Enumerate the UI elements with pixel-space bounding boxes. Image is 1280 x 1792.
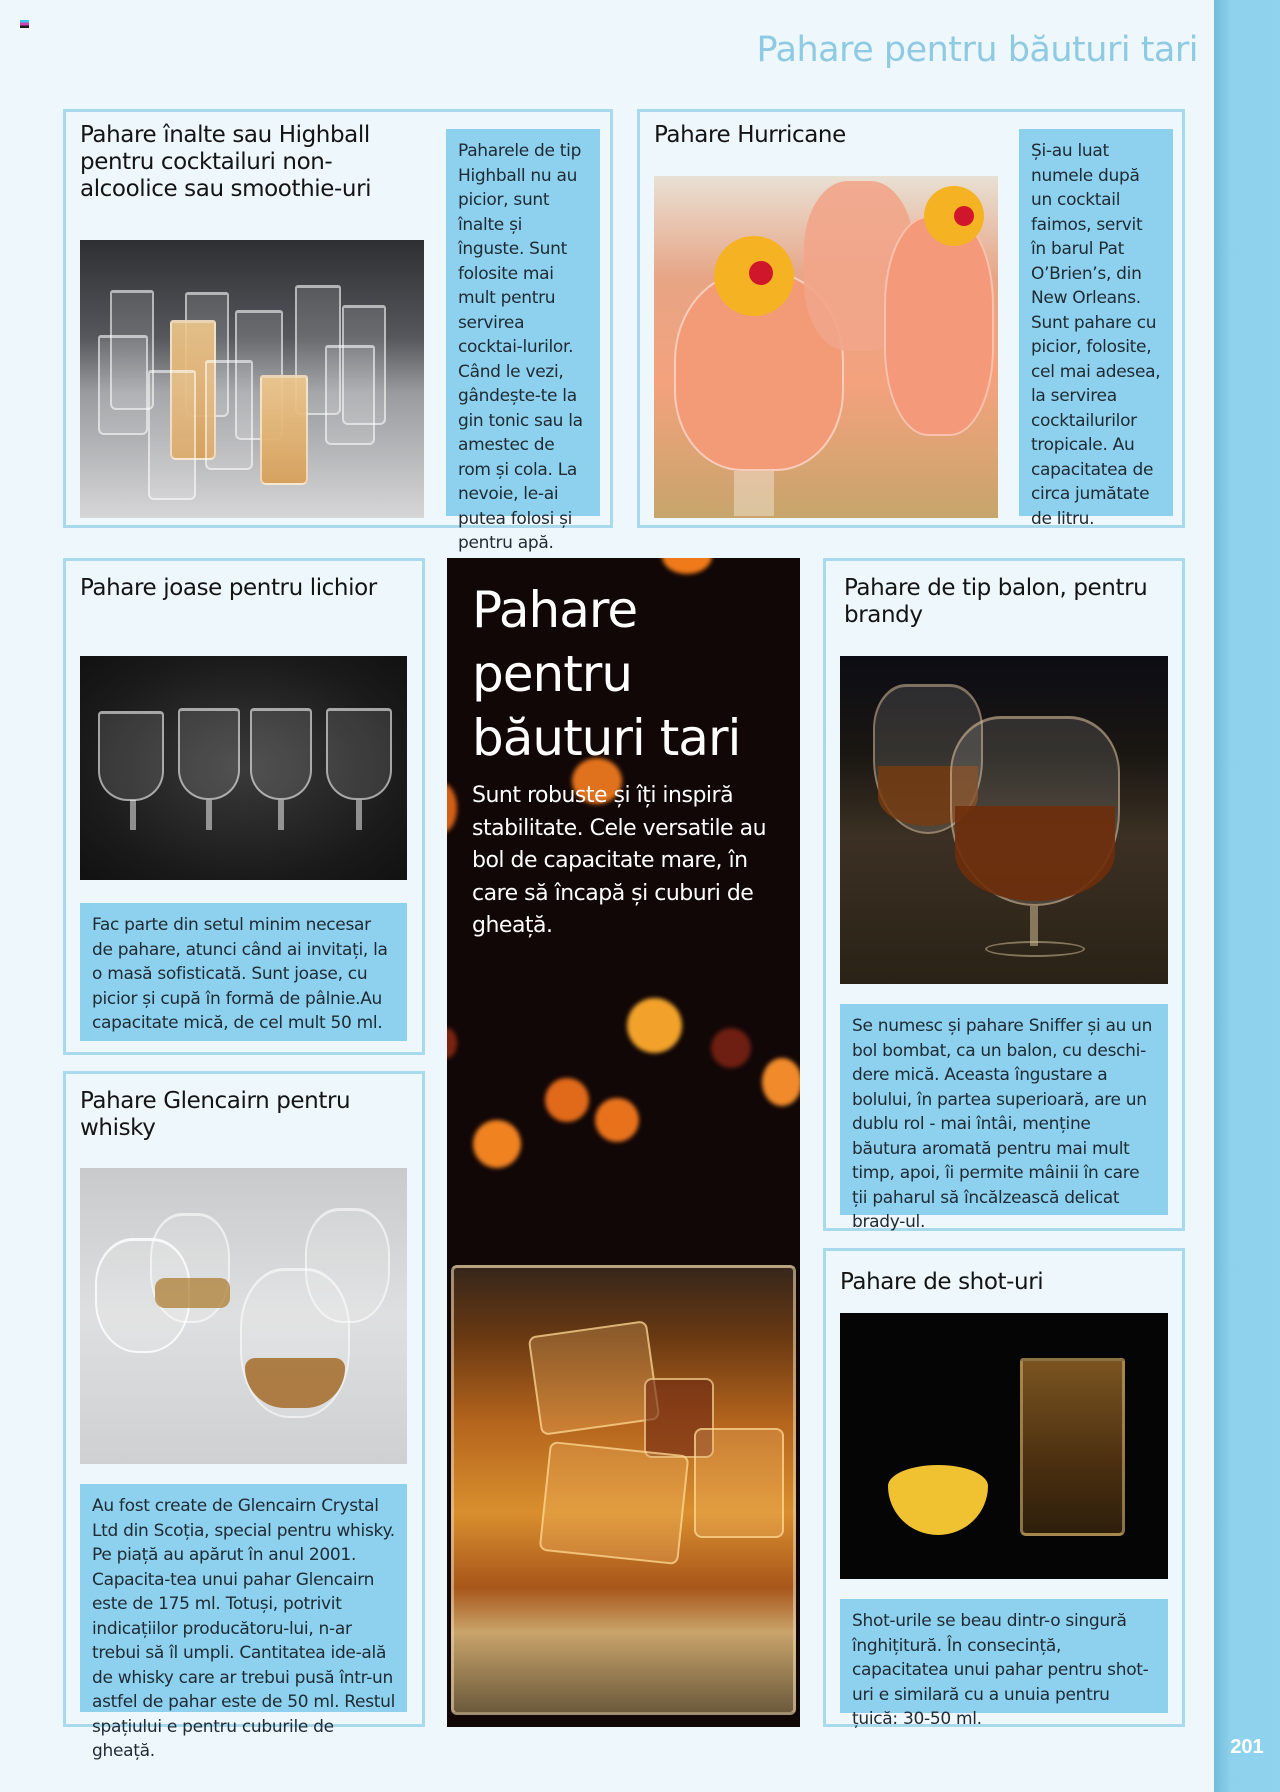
side-color-bar <box>1214 0 1280 1792</box>
card-hurricane <box>637 109 1185 528</box>
card-description: Fac parte din setul minim necesar de pahare, atunci când ai invitați, la o masă sofisticată. Sunt joase, cu picior și cupă în formă de pâlnie.Au capacitate mică, de cel mult 50 ml. <box>80 903 407 1041</box>
print-registration-mark <box>20 20 29 28</box>
card-shot <box>823 1248 1185 1727</box>
feature-text: Sunt robuste și îți inspiră stabilitate. Cele versatile au bol de capacitate mare, în care să încapă și cuburi de gheață. <box>472 783 767 938</box>
shot-glass-lemon-photo <box>840 1313 1168 1579</box>
card-description: Au fost create de Glencairn Crystal Ltd din Scoția, special pentru whisky. Pe piață au apărut în anul 2001. Capacita-tea unui pahar Glencairn este de 175 ml. Totuși, potrivit indicațiilor producătoru-lui, n-ar trebui să îl umpli. Cantitatea ide-ală de whisky care ar trebui pusă într-un astfel de pahar este de 50 ml. Restul spațiului e pentru cuburile de gheață. <box>80 1484 407 1712</box>
feature-panel <box>447 558 800 1727</box>
card-title: Pahare de tip balon, pentru brandy <box>844 575 1148 628</box>
glencairn-glasses-photo <box>80 1168 407 1464</box>
card-title: Pahare Glencairn pentru whisky <box>80 1088 351 1141</box>
card-liqueur <box>63 558 425 1055</box>
card-glencairn <box>63 1071 425 1761</box>
card-brandy <box>823 558 1185 1231</box>
card-highball <box>63 109 613 553</box>
card-title: Pahare joase pentru lichior <box>80 575 377 601</box>
whisky-on-the-rocks-photo <box>451 1265 796 1715</box>
card-description: Și-au luat numele după un cocktail faimos, servit în barul Pat O’Brien’s, din New Orleans. Sunt pahare cu picior, folosite, cel mai adesea, la servirea cocktailurilor tropicale. Au capacitatea de circa jumătate de litru. <box>1019 129 1173 516</box>
card-title: Pahare de shot-uri <box>840 1269 1044 1295</box>
card-description: Paharele de tip Highball nu au picior, sunt înalte și înguste. Sunt folosite mai mult pentru servirea cocktai-lurilor. Când le vezi, gândește-te la gin tonic sau la amestec de rom și cola. La nevoie, le-ai putea folosi și pentru apă. <box>446 129 600 516</box>
feature-title: Pahare pentru băuturi tari <box>472 581 741 767</box>
hurricane-cocktails-photo <box>654 176 998 518</box>
card-description: Se numesc și pahare Sniffer și au un bol bombat, ca un balon, cu deschi-dere mică. Aceasta îngustare a bolului, în partea superioară, are un dublu rol - mai întâi, menține băutura aromată pentru mai mult timp, apoi, îi permite mâinii în care ții paharul să încălzească delicat brady-ul. <box>840 1004 1168 1215</box>
card-title: Pahare Hurricane <box>654 122 846 148</box>
liqueur-glasses-photo <box>80 656 407 880</box>
card-description: Shot-urile se beau dintr-o singură înghițitură. În consecință, capacitatea unui pahar pentru shot-uri e similară cu a unuia pentru țuică: 30-50 ml. <box>840 1599 1168 1713</box>
highball-glasses-photo <box>80 240 424 518</box>
card-title: Pahare înalte sau Highball pentru cocktailuri non-alcoolice sau smoothie-uri <box>80 122 372 202</box>
page-number: 201 <box>1230 1736 1264 1758</box>
brandy-snifters-photo <box>840 656 1168 984</box>
page-title: Pahare pentru băuturi tari <box>756 30 1198 70</box>
